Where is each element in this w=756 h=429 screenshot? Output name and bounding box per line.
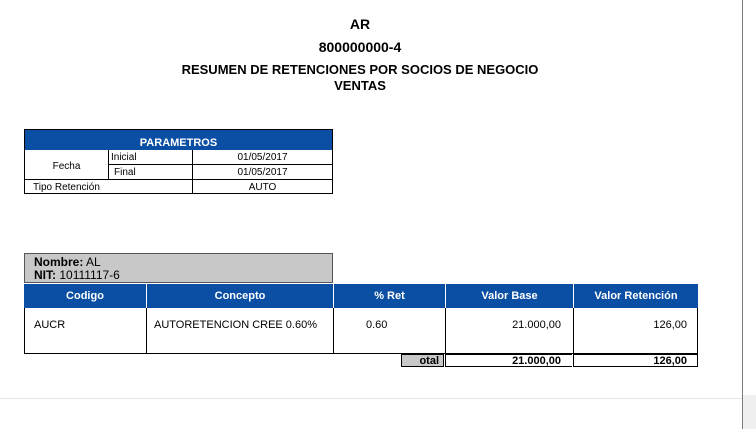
grid-line	[25, 179, 332, 180]
tipo-retencion-label: Tipo Retención	[33, 182, 100, 193]
fecha-label: Fecha	[52, 161, 81, 172]
grid-line	[146, 308, 147, 354]
report-subtitle: VENTAS	[334, 78, 386, 93]
total-label: otal	[401, 354, 444, 367]
inicial-value: 01/05/2017	[237, 152, 288, 163]
parameters-title: PARAMETROS	[25, 130, 332, 150]
page-shadow	[743, 395, 756, 429]
final-value: 01/05/2017	[237, 167, 288, 178]
total-valor-retencion: 126,00	[573, 354, 698, 367]
total-valor-base: 21.000,00	[445, 354, 572, 367]
grid-line	[333, 308, 334, 354]
cell-valor-retencion: 126,00	[653, 319, 687, 331]
report-title: RESUMEN DE RETENCIONES POR SOCIOS DE NEGOCIO	[181, 62, 539, 77]
tipo-retencion-value: AUTO	[248, 182, 277, 193]
page-bottom-edge	[0, 398, 742, 399]
column-header-codigo: Codigo	[24, 284, 146, 308]
nit-value: 10111117-6	[59, 268, 120, 282]
column-header-valor-base: Valor Base	[446, 284, 573, 308]
nit-label: NIT:	[34, 268, 56, 282]
socio-box	[24, 253, 333, 283]
inicial-label: Inicial	[111, 152, 137, 163]
column-header-concepto: Concepto	[147, 284, 333, 308]
company-nit: 800000000-4	[318, 39, 402, 55]
cell-codigo: AUCR	[34, 319, 66, 331]
socio-nit-line	[34, 268, 120, 282]
socio-nombre-line	[34, 255, 101, 269]
grid-line	[697, 308, 698, 354]
grid-line	[24, 308, 25, 354]
column-header-valor-retencion: Valor Retención	[574, 284, 698, 308]
page-right-edge	[742, 0, 743, 429]
final-label: Final	[114, 167, 136, 178]
nombre-value: AL	[86, 255, 101, 269]
grid-line	[108, 164, 332, 165]
cell-concepto: AUTORETENCION CREE 0.60%	[154, 319, 318, 331]
cell-valor-base: 21.000,00	[512, 319, 561, 331]
parameters-box	[24, 129, 333, 194]
column-header-ret: % Ret	[334, 284, 445, 308]
company-name: AR	[349, 16, 371, 32]
cell-ret: 0.60	[366, 319, 388, 331]
nombre-label: Nombre:	[34, 255, 84, 269]
